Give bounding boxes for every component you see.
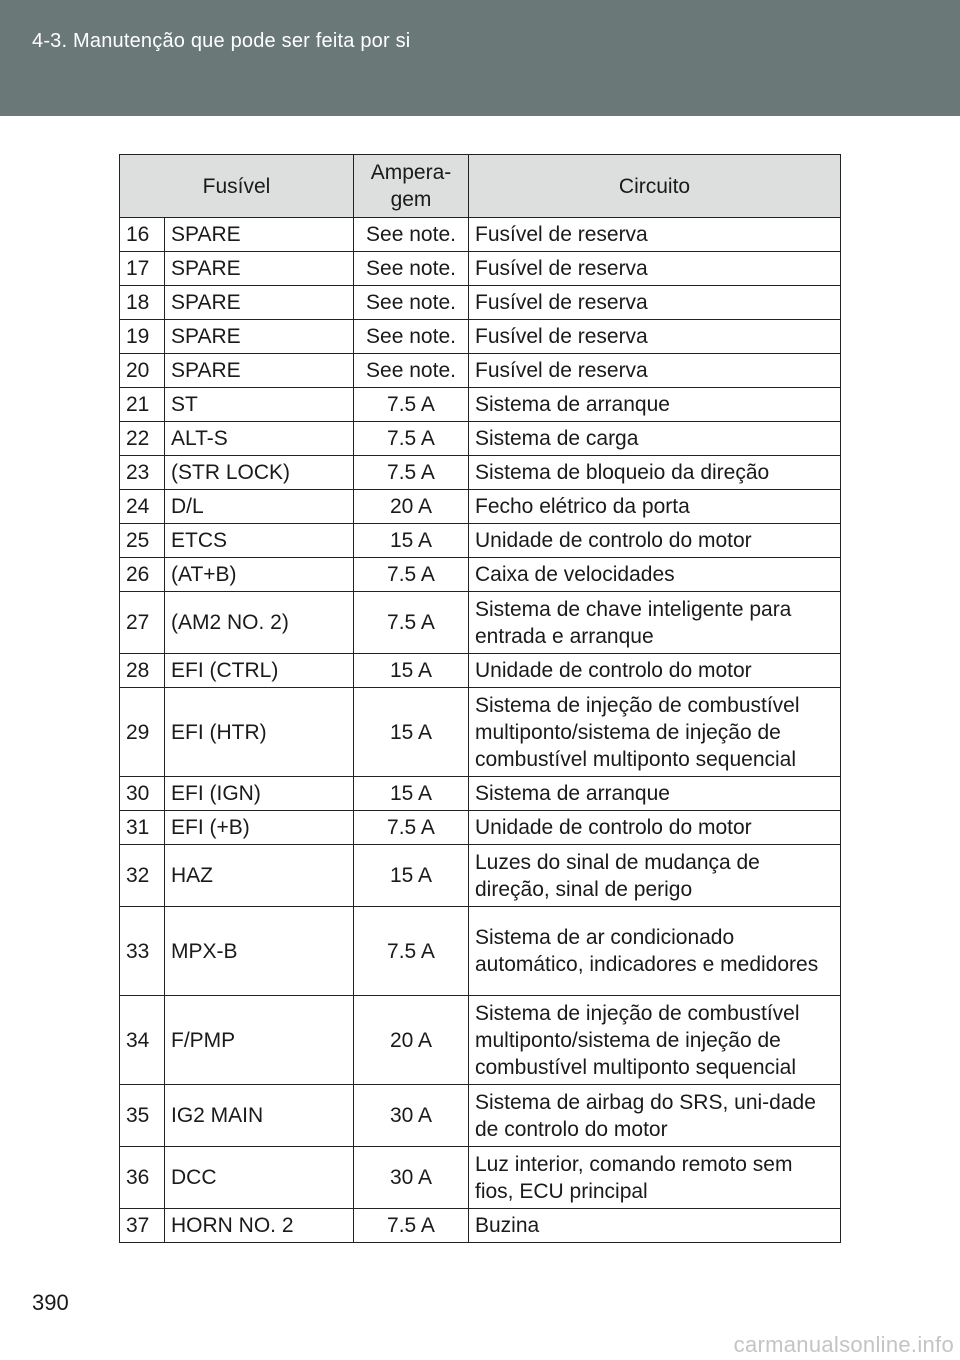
table-row [120, 654, 841, 688]
fuse-name-cell: SPARE [165, 320, 354, 354]
amperage-cell: See note. [354, 218, 469, 252]
amperage-cell: 30 A [354, 1085, 469, 1147]
circuit-cell: Sistema de bloqueio da direção [469, 456, 841, 490]
circuit-cell: Sistema de injeção de combustível multiponto/sistema de injeção de combustível multiponto sequencial [469, 688, 841, 777]
watermark: carmanualsonline.info [733, 1332, 954, 1357]
circuit-cell: Fusível de reserva [469, 218, 841, 252]
fuse-number-cell: 34 [120, 996, 165, 1085]
header-circuit: Circuito [469, 155, 841, 218]
fuse-name-cell: ETCS [165, 524, 354, 558]
fuse-name-cell: SPARE [165, 252, 354, 286]
table-row [120, 524, 841, 558]
section-title: 4-3. Manutenção que pode ser feita por si [32, 30, 411, 52]
fuse-name-cell: F/PMP [165, 996, 354, 1085]
amperage-cell: 7.5 A [354, 422, 469, 456]
table-row [120, 490, 841, 524]
fuse-number-cell: 36 [120, 1147, 165, 1209]
fuse-name-cell: EFI (CTRL) [165, 654, 354, 688]
amperage-cell: 20 A [354, 490, 469, 524]
fuse-name-cell: SPARE [165, 354, 354, 388]
page-header [0, 0, 960, 116]
amperage-cell: 15 A [354, 688, 469, 777]
amperage-cell: See note. [354, 320, 469, 354]
table-row [120, 558, 841, 592]
circuit-cell: Fusível de reserva [469, 354, 841, 388]
fuse-name-cell: DCC [165, 1147, 354, 1209]
fuse-number-cell: 18 [120, 286, 165, 320]
circuit-cell: Fusível de reserva [469, 286, 841, 320]
table-row [120, 777, 841, 811]
fuse-number-cell: 35 [120, 1085, 165, 1147]
fuse-name-cell: IG2 MAIN [165, 1085, 354, 1147]
fuse-name-cell: EFI (HTR) [165, 688, 354, 777]
fuse-number-cell: 20 [120, 354, 165, 388]
amperage-cell: 7.5 A [354, 1209, 469, 1243]
circuit-cell: Luz interior, comando remoto sem fios, ECU principal [469, 1147, 841, 1209]
fuse-number-cell: 27 [120, 592, 165, 654]
table-row [120, 422, 841, 456]
circuit-cell: Luzes do sinal de mudança de direção, sinal de perigo [469, 845, 841, 907]
amperage-cell: 30 A [354, 1147, 469, 1209]
table-row [120, 996, 841, 1085]
fuse-name-cell: MPX-B [165, 907, 354, 996]
fuse-table-header [120, 155, 841, 218]
amperage-cell: 7.5 A [354, 811, 469, 845]
fuse-number-cell: 26 [120, 558, 165, 592]
fuse-name-cell: SPARE [165, 218, 354, 252]
circuit-cell: Sistema de chave inteligente para entrada e arranque [469, 592, 841, 654]
fuse-name-cell: ALT-S [165, 422, 354, 456]
fuse-name-cell: EFI (+B) [165, 811, 354, 845]
circuit-cell: Sistema de injeção de combustível multiponto/sistema de injeção de combustível multiponto sequencial [469, 996, 841, 1085]
fuse-number-cell: 31 [120, 811, 165, 845]
circuit-cell: Unidade de controlo do motor [469, 811, 841, 845]
amperage-cell: See note. [354, 252, 469, 286]
table-row [120, 1085, 841, 1147]
fuse-number-cell: 28 [120, 654, 165, 688]
fuse-name-cell: (AT+B) [165, 558, 354, 592]
table-row [120, 688, 841, 777]
header-amperage-label: Ampera-gem [370, 161, 452, 211]
fuse-number-cell: 23 [120, 456, 165, 490]
circuit-cell: Fusível de reserva [469, 320, 841, 354]
fuse-table-body [120, 218, 841, 1243]
fuse-number-cell: 17 [120, 252, 165, 286]
table-row [120, 218, 841, 252]
amperage-cell: 20 A [354, 996, 469, 1085]
fuse-number-cell: 24 [120, 490, 165, 524]
header-row [120, 155, 841, 218]
fuse-name-cell: HAZ [165, 845, 354, 907]
amperage-cell: 7.5 A [354, 558, 469, 592]
amperage-cell: 15 A [354, 524, 469, 558]
circuit-cell: Sistema de airbag do SRS, uni-dade de controlo do motor [469, 1085, 841, 1147]
fuse-number-cell: 32 [120, 845, 165, 907]
circuit-cell: Fusível de reserva [469, 252, 841, 286]
table-row [120, 845, 841, 907]
fuse-name-cell: HORN NO. 2 [165, 1209, 354, 1243]
amperage-cell: 15 A [354, 654, 469, 688]
table-row [120, 1147, 841, 1209]
table-row [120, 811, 841, 845]
amperage-cell: 7.5 A [354, 907, 469, 996]
circuit-cell: Caixa de velocidades [469, 558, 841, 592]
circuit-cell: Unidade de controlo do motor [469, 654, 841, 688]
fuse-number-cell: 33 [120, 907, 165, 996]
circuit-cell: Buzina [469, 1209, 841, 1243]
circuit-cell: Sistema de carga [469, 422, 841, 456]
header-fuse: Fusível [120, 155, 354, 218]
table-row [120, 592, 841, 654]
table-row [120, 286, 841, 320]
table-row [120, 456, 841, 490]
fuse-table [119, 154, 841, 1243]
fuse-number-cell: 25 [120, 524, 165, 558]
table-row [120, 354, 841, 388]
fuse-number-cell: 30 [120, 777, 165, 811]
table-row [120, 320, 841, 354]
fuse-number-cell: 37 [120, 1209, 165, 1243]
table-row [120, 1209, 841, 1243]
amperage-cell: 7.5 A [354, 592, 469, 654]
amperage-cell: 15 A [354, 845, 469, 907]
fuse-number-cell: 16 [120, 218, 165, 252]
amperage-cell: See note. [354, 286, 469, 320]
circuit-cell: Sistema de ar condicionado automático, indicadores e medidores [469, 907, 841, 996]
fuse-name-cell: EFI (IGN) [165, 777, 354, 811]
header-amperage [354, 155, 469, 218]
fuse-name-cell: (STR LOCK) [165, 456, 354, 490]
fuse-name-cell: (AM2 NO. 2) [165, 592, 354, 654]
fuse-name-cell: ST [165, 388, 354, 422]
circuit-cell: Fecho elétrico da porta [469, 490, 841, 524]
circuit-cell: Sistema de arranque [469, 777, 841, 811]
amperage-cell: 15 A [354, 777, 469, 811]
table-row [120, 907, 841, 996]
table-row [120, 388, 841, 422]
amperage-cell: 7.5 A [354, 388, 469, 422]
circuit-cell: Unidade de controlo do motor [469, 524, 841, 558]
fuse-number-cell: 22 [120, 422, 165, 456]
fuse-name-cell: SPARE [165, 286, 354, 320]
circuit-cell: Sistema de arranque [469, 388, 841, 422]
fuse-number-cell: 19 [120, 320, 165, 354]
fuse-number-cell: 21 [120, 388, 165, 422]
amperage-cell: 7.5 A [354, 456, 469, 490]
fuse-number-cell: 29 [120, 688, 165, 777]
fuse-name-cell: D/L [165, 490, 354, 524]
table-row [120, 252, 841, 286]
page-number: 390 [32, 1290, 69, 1315]
amperage-cell: See note. [354, 354, 469, 388]
